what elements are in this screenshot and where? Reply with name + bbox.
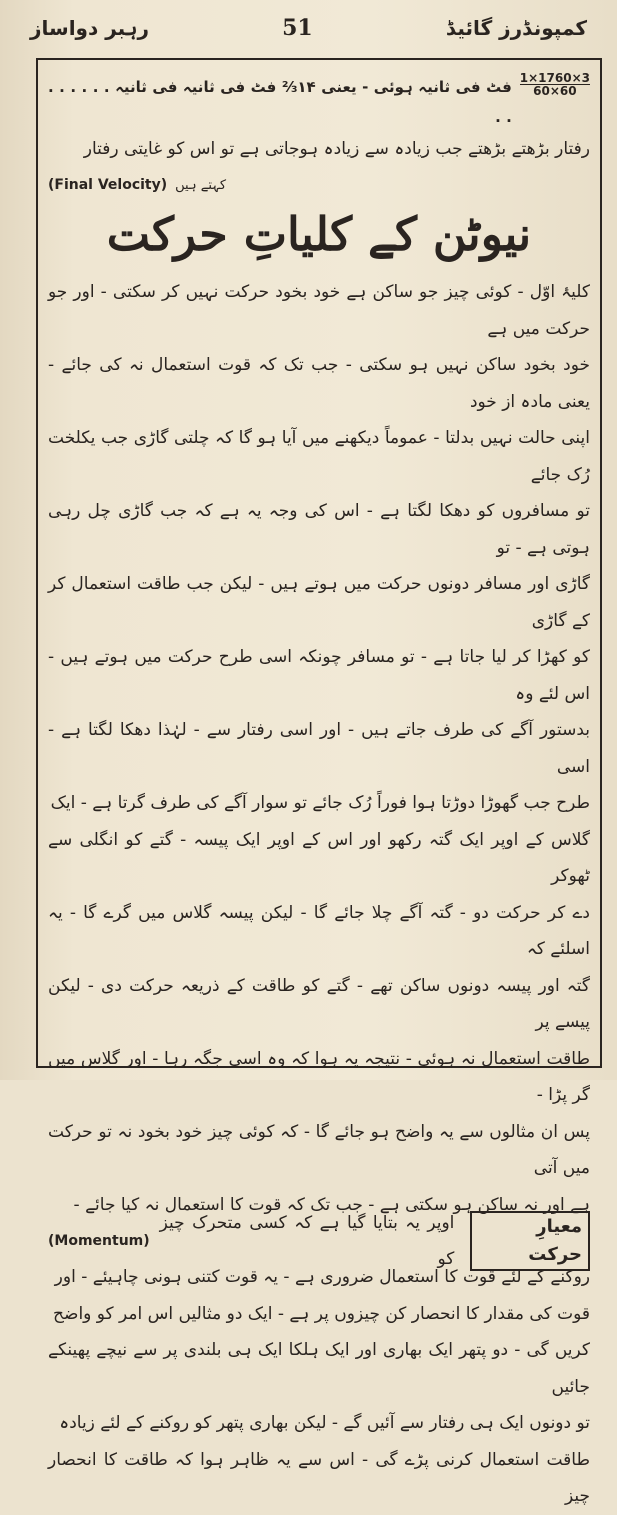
paragraph-line: کو کھڑا کر لیا جاتا ہے - تو مسافر چونکہ اسی طرح حرکت میں ہوتے ہیں - اس لئے وہ <box>48 647 590 704</box>
paragraph-line: بدستور آگے کی طرف جاتے ہیں - اور اسی رفتار سے - لہٰذا دھکا لگتا ہے - اسی <box>48 720 590 777</box>
paragraph-line: ہے اور نہ ساکن ہو سکتی ہے - جب تک کہ قوت کا استعمال نہ کیا جائے - <box>73 1194 590 1215</box>
page-number: 51 <box>282 15 313 41</box>
formula-denominator: 60×60 <box>533 84 577 98</box>
velocity-formula <box>48 72 590 132</box>
formula-text: فٹ فی ثانیہ ہوئی - یعنی ۱۴⅔ فٹ فی ثانیہ فی ثانیہ . . . . . . . . <box>48 78 512 126</box>
momentum-heading: معیارِ حرکت <box>470 1211 590 1271</box>
paragraph-line: گلاس کے اوپر ایک گتہ رکھو اور اس کے اوپر ایک پیسہ - گتے کو انگلی سے ٹھوکر <box>48 829 590 886</box>
final-velocity-kehte: کہتے ہیں <box>175 177 227 193</box>
paragraph-line: کلیۂ اوّل - کوئی چیز جو ساکن ہے خود بخود حرکت نہیں کر سکتی - اور جو حرکت میں ہے <box>48 282 590 339</box>
momentum-english: (Momentum) <box>48 1232 150 1249</box>
paragraph-line: روکنے کے لئے قوت کا استعمال ضروری ہے - یہ قوت کتنی ہونی چاہیئے - اور <box>54 1267 590 1287</box>
momentum-line <box>48 1212 590 1269</box>
paragraph-2 <box>48 1259 590 1515</box>
paragraph-1 <box>48 274 590 1223</box>
paragraph-line: تو دونوں ایک ہی رفتار سے آئیں گے - لیکن بھاری پتھر کو روکنے کے لئے زیادہ <box>59 1413 590 1433</box>
paragraph-line: دے کر حرکت دو - گتہ آگے چلا جائے گا - لیکن پیسہ گلاس میں گرے گا - یہ اسلئے کہ <box>48 902 590 959</box>
paragraph-line: خود بخود ساکن نہیں ہو سکتی - جب تک کہ قوت استعمال نہ کی جائے - یعنی مادہ از خود <box>48 355 590 412</box>
paragraph-line: پس ان مثالوں سے یہ واضح ہو جائے گا - کہ کوئی چیز خود بخود نہ تو حرکت میں آتی <box>48 1121 590 1178</box>
momentum-text: اوپر یہ بتایا گیا ہے کہ کسی متحرک چیز کو <box>159 1212 455 1269</box>
paragraph-line: قوت کی مقدار کا انحصار کن چیزوں پر ہے - ایک دو مثالیں اس امر کو واضح <box>53 1303 590 1324</box>
paragraph-line: اپنی حالت نہیں بدلتا - عموماً دیکھنے میں آیا ہو گا کہ چلتی گاڑی جب یکلخت رُک جائے <box>48 428 590 485</box>
header-book-title: کمپونڈرز گائیڈ <box>445 16 587 40</box>
paragraph-line: تو مسافروں کو دھکا لگتا ہے - اس کی وجہ یہ ہے کہ جب گاڑی چل رہی ہوتی ہے - تو <box>48 501 590 558</box>
paragraph-line: کریں گی - دو پتھر ایک بھاری اور ایک ہلکا ایک ہی بلندی پر سے نیچے پھینکے جائیں <box>48 1340 590 1397</box>
page-content <box>48 72 590 1515</box>
intro-line: رفتار بڑھتے بڑھتے جب زیادہ سے زیادہ ہوجاتی ہے تو اس کو غایتی رفتار <box>83 139 590 159</box>
paragraph-line: گاڑی اور مسافر دونوں حرکت میں ہوتے ہیں - لیکن جب طاقت استعمال کر کے گاڑی <box>48 574 590 631</box>
header-author: رہبر دواساز <box>30 16 150 40</box>
paragraph-line: طرح جب گھوڑا دوڑتا ہوا فوراً رُک جائے تو سوار آگے کی طرف گرتا ہے - ایک <box>50 793 590 813</box>
final-velocity-english: (Final Velocity) <box>48 177 168 193</box>
chapter-title: نیوٹن کے کلیاتِ حرکت <box>106 207 532 261</box>
formula-numerator: 1×1760×3 <box>519 71 590 85</box>
final-velocity-line <box>48 170 590 200</box>
page-header <box>30 8 587 48</box>
paragraph-line: طاقت استعمال کرنی پڑے گی - اس سے یہ ظاہر ہوا کہ طاقت کا انحصار چیز <box>48 1449 590 1506</box>
formula-fraction <box>520 72 590 132</box>
paragraph-line: گتہ اور پیسہ دونوں ساکن تھے - گتے کو طاقت کے ذریعہ حرکت دی - لیکن پیسے پر <box>48 975 590 1032</box>
paragraph-line: طاقت استعمال نہ ہوئی - نتیجہ یہ ہوا کہ وہ اسی جگہ رہا - اور گلاس میں گر پڑا - <box>48 1048 590 1105</box>
